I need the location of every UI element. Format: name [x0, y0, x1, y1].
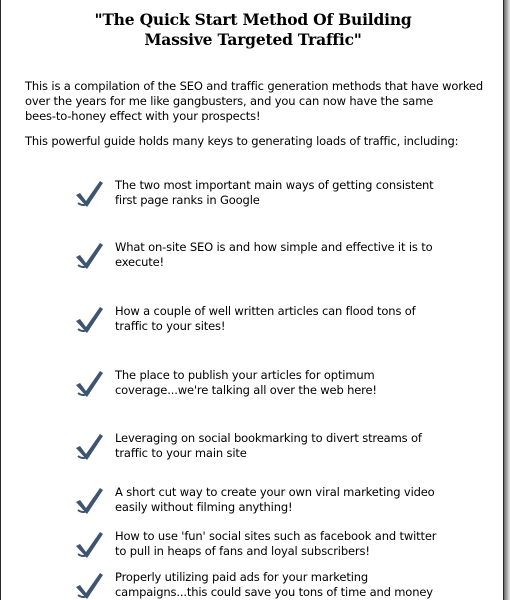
bullet-line: easily without filming anything!	[115, 500, 293, 514]
intro-line: bees-to-honey effect with your prospects!	[25, 109, 261, 123]
bullet-item	[73, 302, 453, 336]
check-icon	[73, 527, 105, 559]
bullet-line: execute!	[115, 255, 165, 269]
bullet-text	[115, 570, 455, 600]
bullet-line: Leveraging on social bookmarking to divert streams of	[115, 431, 422, 445]
bullet-item	[73, 483, 453, 517]
title-line: "The Quick Start Method Of Building	[94, 10, 412, 29]
lead-paragraph: This powerful guide holds many keys to generating loads of traffic, including:	[25, 134, 459, 148]
intro-line: This is a compilation of the SEO and traffic generation methods that have worked	[25, 79, 484, 93]
check-icon	[73, 366, 105, 398]
intro-line: over the years for me like gangbusters, and you can now have the same	[25, 94, 434, 108]
bullet-line: first page ranks in Google	[115, 193, 260, 207]
intro-paragraph	[25, 79, 485, 124]
check-icon	[73, 176, 105, 208]
bullet-item	[73, 568, 453, 600]
bullet-text	[115, 431, 455, 461]
bullet-text	[115, 485, 455, 515]
bullet-line: traffic to your main site	[115, 446, 247, 460]
bullet-line: The place to publish your articles for optimum	[115, 368, 375, 382]
bullet-text	[115, 529, 455, 559]
page-title	[41, 10, 465, 50]
bullet-line: coverage...we're talking all over the web here!	[115, 383, 377, 397]
check-icon	[73, 238, 105, 270]
bullet-text	[115, 368, 455, 398]
bullet-item	[73, 238, 453, 272]
bullet-line: traffic to your sites!	[115, 319, 226, 333]
bullet-item	[73, 429, 453, 463]
bullet-line: How to use 'fun' social sites such as facebook and twitter	[115, 529, 437, 543]
bullet-text	[115, 304, 455, 334]
bullet-line: A short cut way to create your own viral marketing video	[115, 485, 435, 499]
check-icon	[73, 483, 105, 515]
bullet-text	[115, 178, 455, 208]
title-line: Massive Targeted Traffic"	[144, 30, 362, 49]
bullet-line: Properly utilizing paid ads for your marketing	[115, 570, 369, 584]
bullet-line: to pull in heaps of fans and loyal subscribers!	[115, 544, 370, 558]
bullet-item	[73, 176, 453, 210]
bullet-line: What on-site SEO is and how simple and effective it is to	[115, 240, 433, 254]
check-icon	[73, 429, 105, 461]
bullet-line: How a couple of well written articles can flood tons of	[115, 304, 416, 318]
bullet-line: campaigns...this could save you tons of time and money	[115, 585, 433, 599]
bullet-text	[115, 240, 455, 270]
page-shadow	[504, 0, 510, 600]
bullet-line: The two most important main ways of getting consistent	[115, 178, 434, 192]
check-icon	[73, 568, 105, 600]
bullet-item	[73, 366, 453, 400]
check-icon	[73, 302, 105, 334]
bullet-item	[73, 527, 453, 561]
